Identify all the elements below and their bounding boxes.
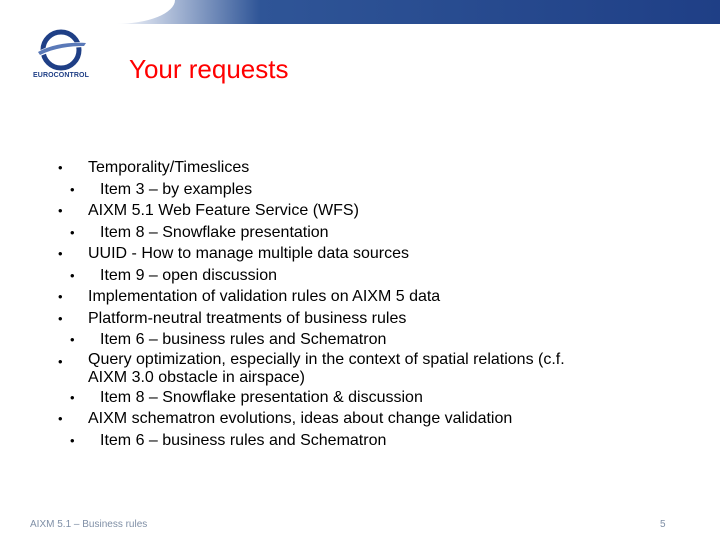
sub-list-item <box>58 430 668 452</box>
list-item-line: Query optimization, especially in the context of spatial relations (c.f. <box>88 350 565 368</box>
sub-list-item-text: Item 8 – Snowflake presentation <box>100 223 329 241</box>
list-item-line: AIXM 3.0 obstacle in airspace) <box>88 368 305 386</box>
eurocontrol-logo-icon <box>30 28 92 72</box>
list-item <box>58 351 668 387</box>
sub-list-item <box>58 265 668 287</box>
list-item-text: Temporality/Timeslices <box>88 159 250 176</box>
list-item-text: UUID - How to manage multiple data sources <box>88 245 410 262</box>
bullet-icon: • <box>58 353 63 369</box>
sub-bullet-icon: • <box>70 389 75 405</box>
list-item-text <box>88 351 668 387</box>
sub-list-item <box>58 222 668 244</box>
list-item-text: Platform-neutral treatments of business rules <box>88 309 407 327</box>
sub-list-item-text: Item 6 – business rules and Schematron <box>100 431 387 449</box>
sub-list-item-text: Item 3 – by examples <box>100 180 253 198</box>
sub-list-item <box>58 329 668 351</box>
sub-bullet-icon: • <box>70 224 75 240</box>
sub-bullet-icon: • <box>70 332 75 347</box>
sub-list-item-text: Item 9 – open discussion <box>100 266 277 284</box>
bullet-icon: • <box>58 310 63 326</box>
bullet-icon: • <box>58 203 63 218</box>
list-item-text: AIXM schematron evolutions, ideas about change validation <box>88 410 513 427</box>
eurocontrol-logo <box>30 28 92 84</box>
page-number: 5 <box>660 519 666 530</box>
request-list <box>58 157 668 451</box>
list-item <box>58 286 668 308</box>
sub-list-item <box>58 179 668 201</box>
bullet-icon: • <box>58 289 63 304</box>
list-item-text: Implementation of validation rules on AIXM 5 data <box>88 288 441 305</box>
sub-list-item <box>58 387 668 409</box>
list-item <box>58 200 668 222</box>
sub-list-item-text: Item 8 – Snowflake presentation & discussion <box>100 388 423 406</box>
sub-bullet-icon: • <box>70 181 75 197</box>
list-item <box>58 157 668 179</box>
logo-text: EUROCONTROL <box>33 72 89 79</box>
bullet-icon: • <box>58 411 63 426</box>
list-item-text: AIXM 5.1 Web Feature Service (WFS) <box>88 202 359 219</box>
footer-title: AIXM 5.1 – Business rules <box>30 519 148 530</box>
list-item <box>58 408 668 430</box>
sub-bullet-icon: • <box>70 267 75 283</box>
bullet-icon: • <box>58 160 63 175</box>
page-title: Your requests <box>129 54 289 84</box>
bullet-icon: • <box>58 246 63 261</box>
list-item <box>58 243 668 265</box>
list-item <box>58 308 668 330</box>
sub-list-item-text: Item 6 – business rules and Schematron <box>100 331 387 348</box>
sub-bullet-icon: • <box>70 432 75 448</box>
